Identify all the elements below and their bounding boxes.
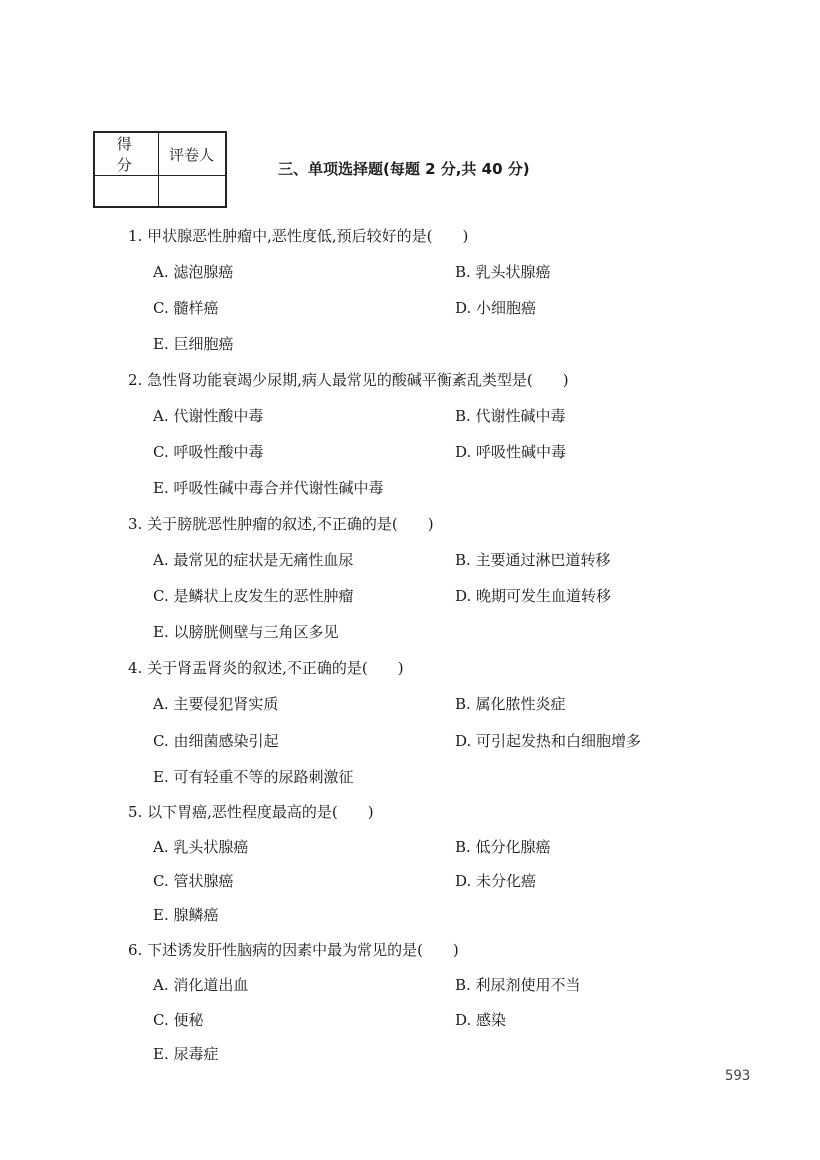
- grader-cell: [158, 176, 226, 208]
- option-b: B. 低分化腺癌: [455, 838, 551, 856]
- option-e: E. 腺鳞癌: [153, 906, 219, 924]
- option-c: C. 是鳞状上皮发生的恶性肿瘤: [153, 587, 354, 605]
- option-a: A. 代谢性酸中毒: [153, 407, 264, 425]
- option-e: E. 以膀胱侧壁与三角区多见: [153, 623, 339, 641]
- option-d: D. 小细胞癌: [455, 299, 537, 317]
- grader-label: 评卷人: [158, 132, 226, 176]
- option-d: D. 感染: [455, 1011, 507, 1029]
- option-c: C. 便秘: [153, 1011, 204, 1029]
- question-stem: 3. 关于膀胱恶性肿瘤的叙述,不正确的是( ): [128, 515, 434, 533]
- option-e: E. 尿毒症: [153, 1045, 219, 1063]
- option-e: E. 可有轻重不等的尿路刺激征: [153, 768, 354, 786]
- option-a: A. 乳头状腺癌: [153, 838, 249, 856]
- score-cell: [94, 176, 158, 208]
- score-label: 得分: [94, 132, 158, 176]
- option-b: B. 乳头状腺癌: [455, 263, 551, 281]
- question-stem: 2. 急性肾功能衰竭少尿期,病人最常见的酸碱平衡紊乱类型是( ): [128, 371, 569, 389]
- option-d: D. 呼吸性碱中毒: [455, 443, 567, 461]
- question-stem: 6. 下述诱发肝性脑病的因素中最为常见的是( ): [128, 941, 459, 959]
- option-c: C. 呼吸性酸中毒: [153, 443, 264, 461]
- option-b: B. 属化脓性炎症: [455, 695, 566, 713]
- option-a: A. 滤泡腺癌: [153, 263, 234, 281]
- page-number: 593: [725, 1068, 751, 1084]
- option-a: A. 主要侵犯肾实质: [153, 695, 279, 713]
- question-stem: 1. 甲状腺恶性肿瘤中,恶性度低,预后较好的是( ): [128, 227, 469, 245]
- option-b: B. 利尿剂使用不当: [455, 976, 581, 994]
- option-c: C. 髓样癌: [153, 299, 219, 317]
- question-stem: 4. 关于肾盂肾炎的叙述,不正确的是( ): [128, 659, 404, 677]
- section-title: 三、单项选择题(每题 2 分,共 40 分): [278, 160, 530, 178]
- option-d: D. 晚期可发生血道转移: [455, 587, 612, 605]
- option-d: D. 未分化癌: [455, 872, 537, 890]
- option-b: B. 代谢性碱中毒: [455, 407, 566, 425]
- question-stem: 5. 以下胃癌,恶性程度最高的是( ): [128, 803, 374, 821]
- option-c: C. 管状腺癌: [153, 872, 234, 890]
- option-a: A. 消化道出血: [153, 976, 249, 994]
- option-e: E. 呼吸性碱中毒合并代谢性碱中毒: [153, 479, 384, 497]
- option-d: D. 可引起发热和白细胞增多: [455, 732, 642, 750]
- score-box: [93, 131, 227, 208]
- option-e: E. 巨细胞癌: [153, 335, 234, 353]
- option-b: B. 主要通过淋巴道转移: [455, 551, 611, 569]
- option-c: C. 由细菌感染引起: [153, 732, 279, 750]
- option-a: A. 最常见的症状是无痛性血尿: [153, 551, 354, 569]
